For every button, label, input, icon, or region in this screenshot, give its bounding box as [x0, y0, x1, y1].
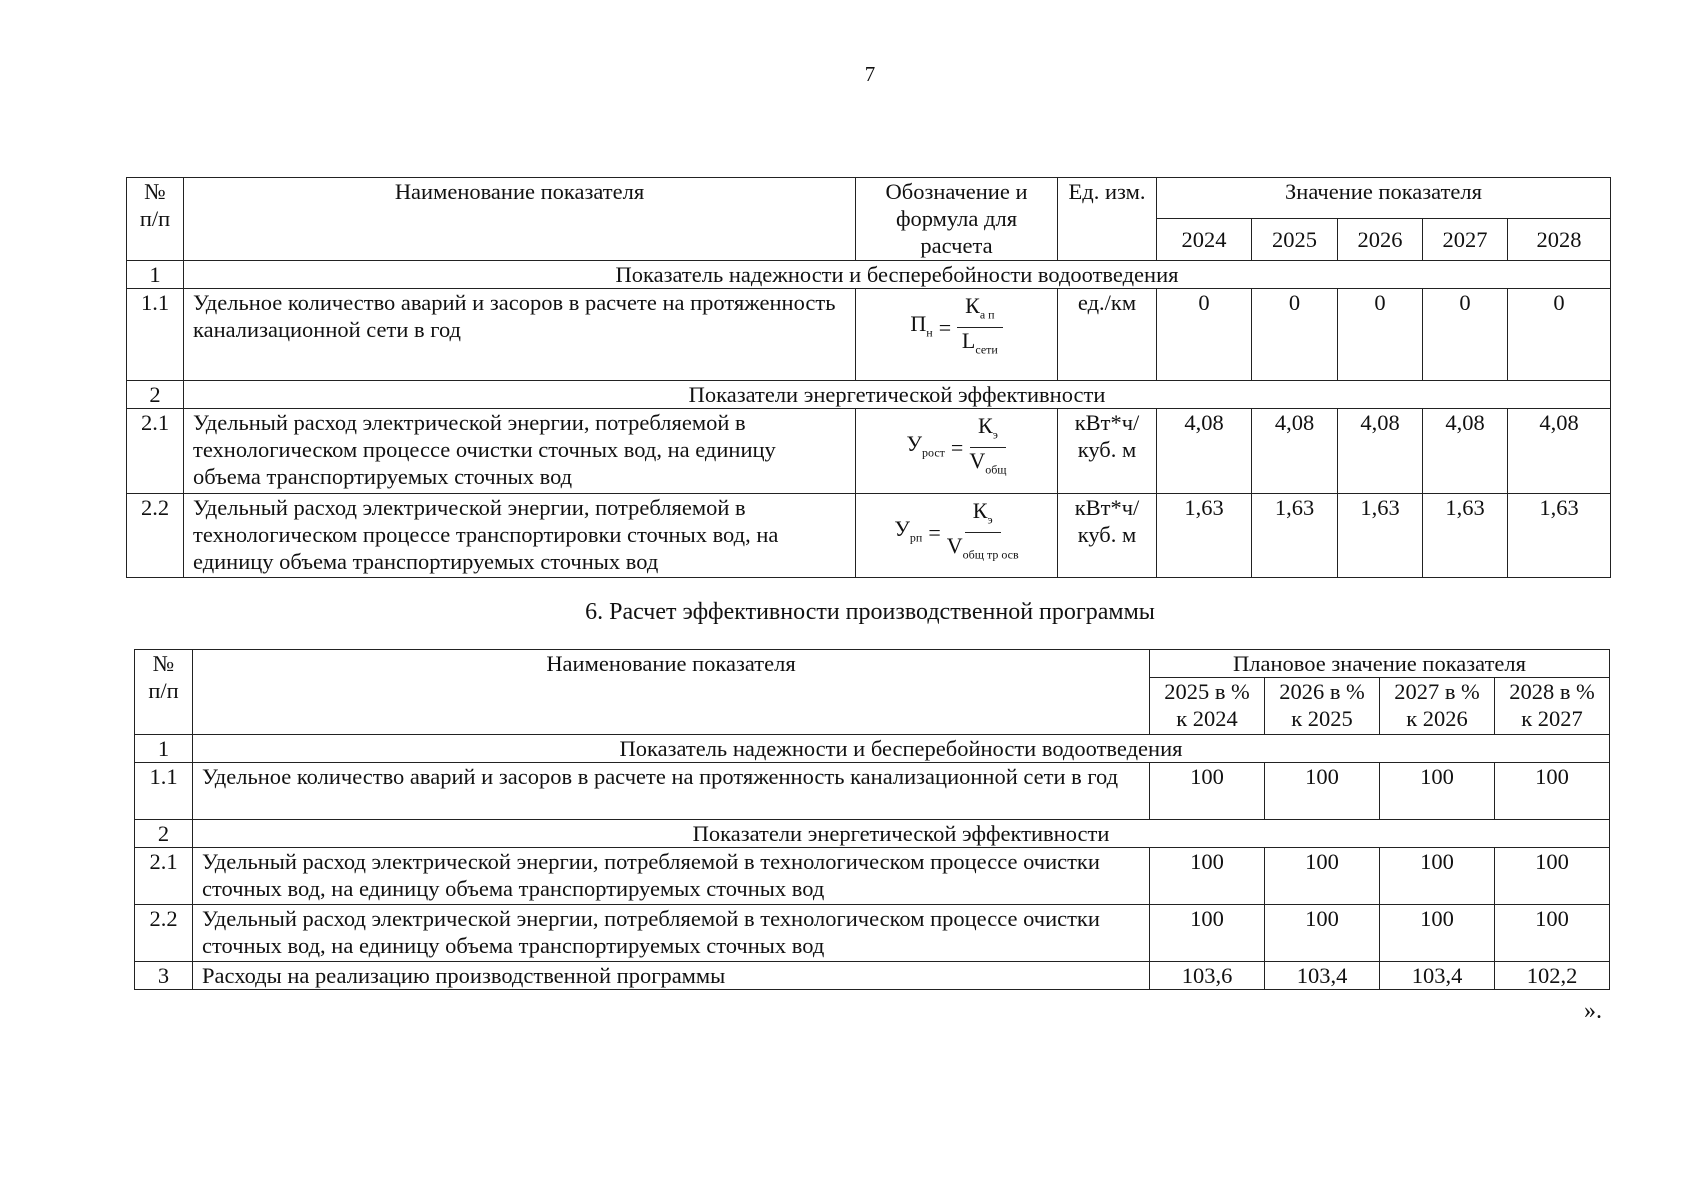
row-value: 100	[1380, 848, 1495, 905]
row-name: Удельное количество аварий и засоров в расчете на протяженность канализационной сети в год	[184, 289, 856, 381]
section-num: 2	[135, 820, 193, 848]
row-value: 0	[1423, 289, 1508, 381]
section-num: 1	[135, 735, 193, 763]
indicators-table	[126, 177, 1611, 578]
row-value: 4,08	[1157, 409, 1252, 494]
header-year: 2027	[1423, 219, 1508, 261]
section-title: Показатель надежности и бесперебойности водоотведения	[193, 735, 1610, 763]
row-name: Удельный расход электрической энергии, потребляемой в технологическом процессе транспортировки сточных вод, на единицу объема транспортируемых сточных вод	[184, 494, 856, 578]
row-value: 100	[1150, 905, 1265, 962]
efficiency-table	[134, 649, 1610, 990]
row-value: 0	[1338, 289, 1423, 381]
row-value: 1,63	[1423, 494, 1508, 578]
header-period: 2025 в % к 2024	[1150, 678, 1265, 735]
section-num: 1	[127, 261, 184, 289]
header-year: 2026	[1338, 219, 1423, 261]
row-value: 103,4	[1380, 962, 1495, 990]
row-name: Удельный расход электрической энергии, потребляемой в технологическом процессе очистки сточных вод, на единицу объема транспортируемых сточных вод	[193, 848, 1150, 905]
row-num: 3	[135, 962, 193, 990]
section-heading: 6. Расчет эффективности производственной программы	[585, 599, 1155, 625]
row-value: 0	[1252, 289, 1338, 381]
header-year: 2024	[1157, 219, 1252, 261]
formula-cell	[856, 494, 1058, 578]
row-value: 1,63	[1252, 494, 1338, 578]
header-year: 2025	[1252, 219, 1338, 261]
section-title: Показатели энергетической эффективности	[193, 820, 1610, 848]
row-value: 100	[1380, 763, 1495, 820]
row-value: 1,63	[1338, 494, 1423, 578]
section-title: Показатели энергетической эффективности	[184, 381, 1611, 409]
row-name: Расходы на реализацию производственной программы	[193, 962, 1150, 990]
row-num: 1.1	[127, 289, 184, 381]
header-num: № п/п	[127, 178, 184, 261]
header-year: 2028	[1508, 219, 1611, 261]
row-num: 2.2	[127, 494, 184, 578]
row-value: 100	[1380, 905, 1495, 962]
formula-cell	[856, 409, 1058, 494]
formula: $П_н$ = $\frac{К_{а п}}{L_{сети}}$	[910, 293, 1002, 363]
row-value: 4,08	[1252, 409, 1338, 494]
row-value: 1,63	[1157, 494, 1252, 578]
header-period: 2028 в % к 2027	[1495, 678, 1610, 735]
row-value: 103,6	[1150, 962, 1265, 990]
row-num: 2.1	[127, 409, 184, 494]
row-value: 100	[1265, 848, 1380, 905]
header-formula: Обозначение и формула для расчета	[856, 178, 1058, 261]
row-value: 100	[1495, 905, 1610, 962]
row-unit: кВт*ч/ куб. м	[1058, 409, 1157, 494]
row-value: 100	[1495, 848, 1610, 905]
closing-quote: ».	[1584, 998, 1602, 1024]
header-unit: Ед. изм.	[1058, 178, 1157, 261]
row-value: 100	[1495, 763, 1610, 820]
row-name: Удельный расход электрической энергии, потребляемой в технологическом процессе очистки сточных вод, на единицу объема транспортируемых сточных вод	[193, 905, 1150, 962]
row-value: 100	[1265, 763, 1380, 820]
formula: $У_{рп}$ = $\frac{К_э}{V_{общ тр осв}}$	[894, 498, 1019, 562]
header-name: Наименование показателя	[193, 650, 1150, 735]
section-num: 2	[127, 381, 184, 409]
row-num: 1.1	[135, 763, 193, 820]
row-value: 100	[1150, 848, 1265, 905]
row-value: 102,2	[1495, 962, 1610, 990]
header-name: Наименование показателя	[184, 178, 856, 261]
row-value: 4,08	[1508, 409, 1611, 494]
row-value: 4,08	[1423, 409, 1508, 494]
row-value: 100	[1265, 905, 1380, 962]
row-value: 0	[1508, 289, 1611, 381]
row-value: 0	[1157, 289, 1252, 381]
header-num: № п/п	[135, 650, 193, 735]
header-period: 2027 в % к 2026	[1380, 678, 1495, 735]
row-name: Удельный расход электрической энергии, потребляемой в технологическом процессе очистки сточных вод, на единицу объема транспортируемых сточных вод	[184, 409, 856, 494]
formula: $У_{рост}$ = $\frac{К_э}{V_{общ}}$	[906, 413, 1007, 477]
row-name: Удельное количество аварий и засоров в расчете на протяженность канализационной сети в год	[193, 763, 1150, 820]
section-title: Показатель надежности и бесперебойности водоотведения	[184, 261, 1611, 289]
row-num: 2.2	[135, 905, 193, 962]
row-unit: кВт*ч/ куб. м	[1058, 494, 1157, 578]
row-value: 100	[1150, 763, 1265, 820]
row-num: 2.1	[135, 848, 193, 905]
row-value: 103,4	[1265, 962, 1380, 990]
row-unit: ед./км	[1058, 289, 1157, 381]
row-value: 4,08	[1338, 409, 1423, 494]
row-value: 1,63	[1508, 494, 1611, 578]
header-plan: Плановое значение показателя	[1150, 650, 1610, 678]
page-number: 7	[864, 62, 876, 86]
formula-cell	[856, 289, 1058, 381]
header-value: Значение показателя	[1157, 178, 1611, 219]
header-period: 2026 в % к 2025	[1265, 678, 1380, 735]
